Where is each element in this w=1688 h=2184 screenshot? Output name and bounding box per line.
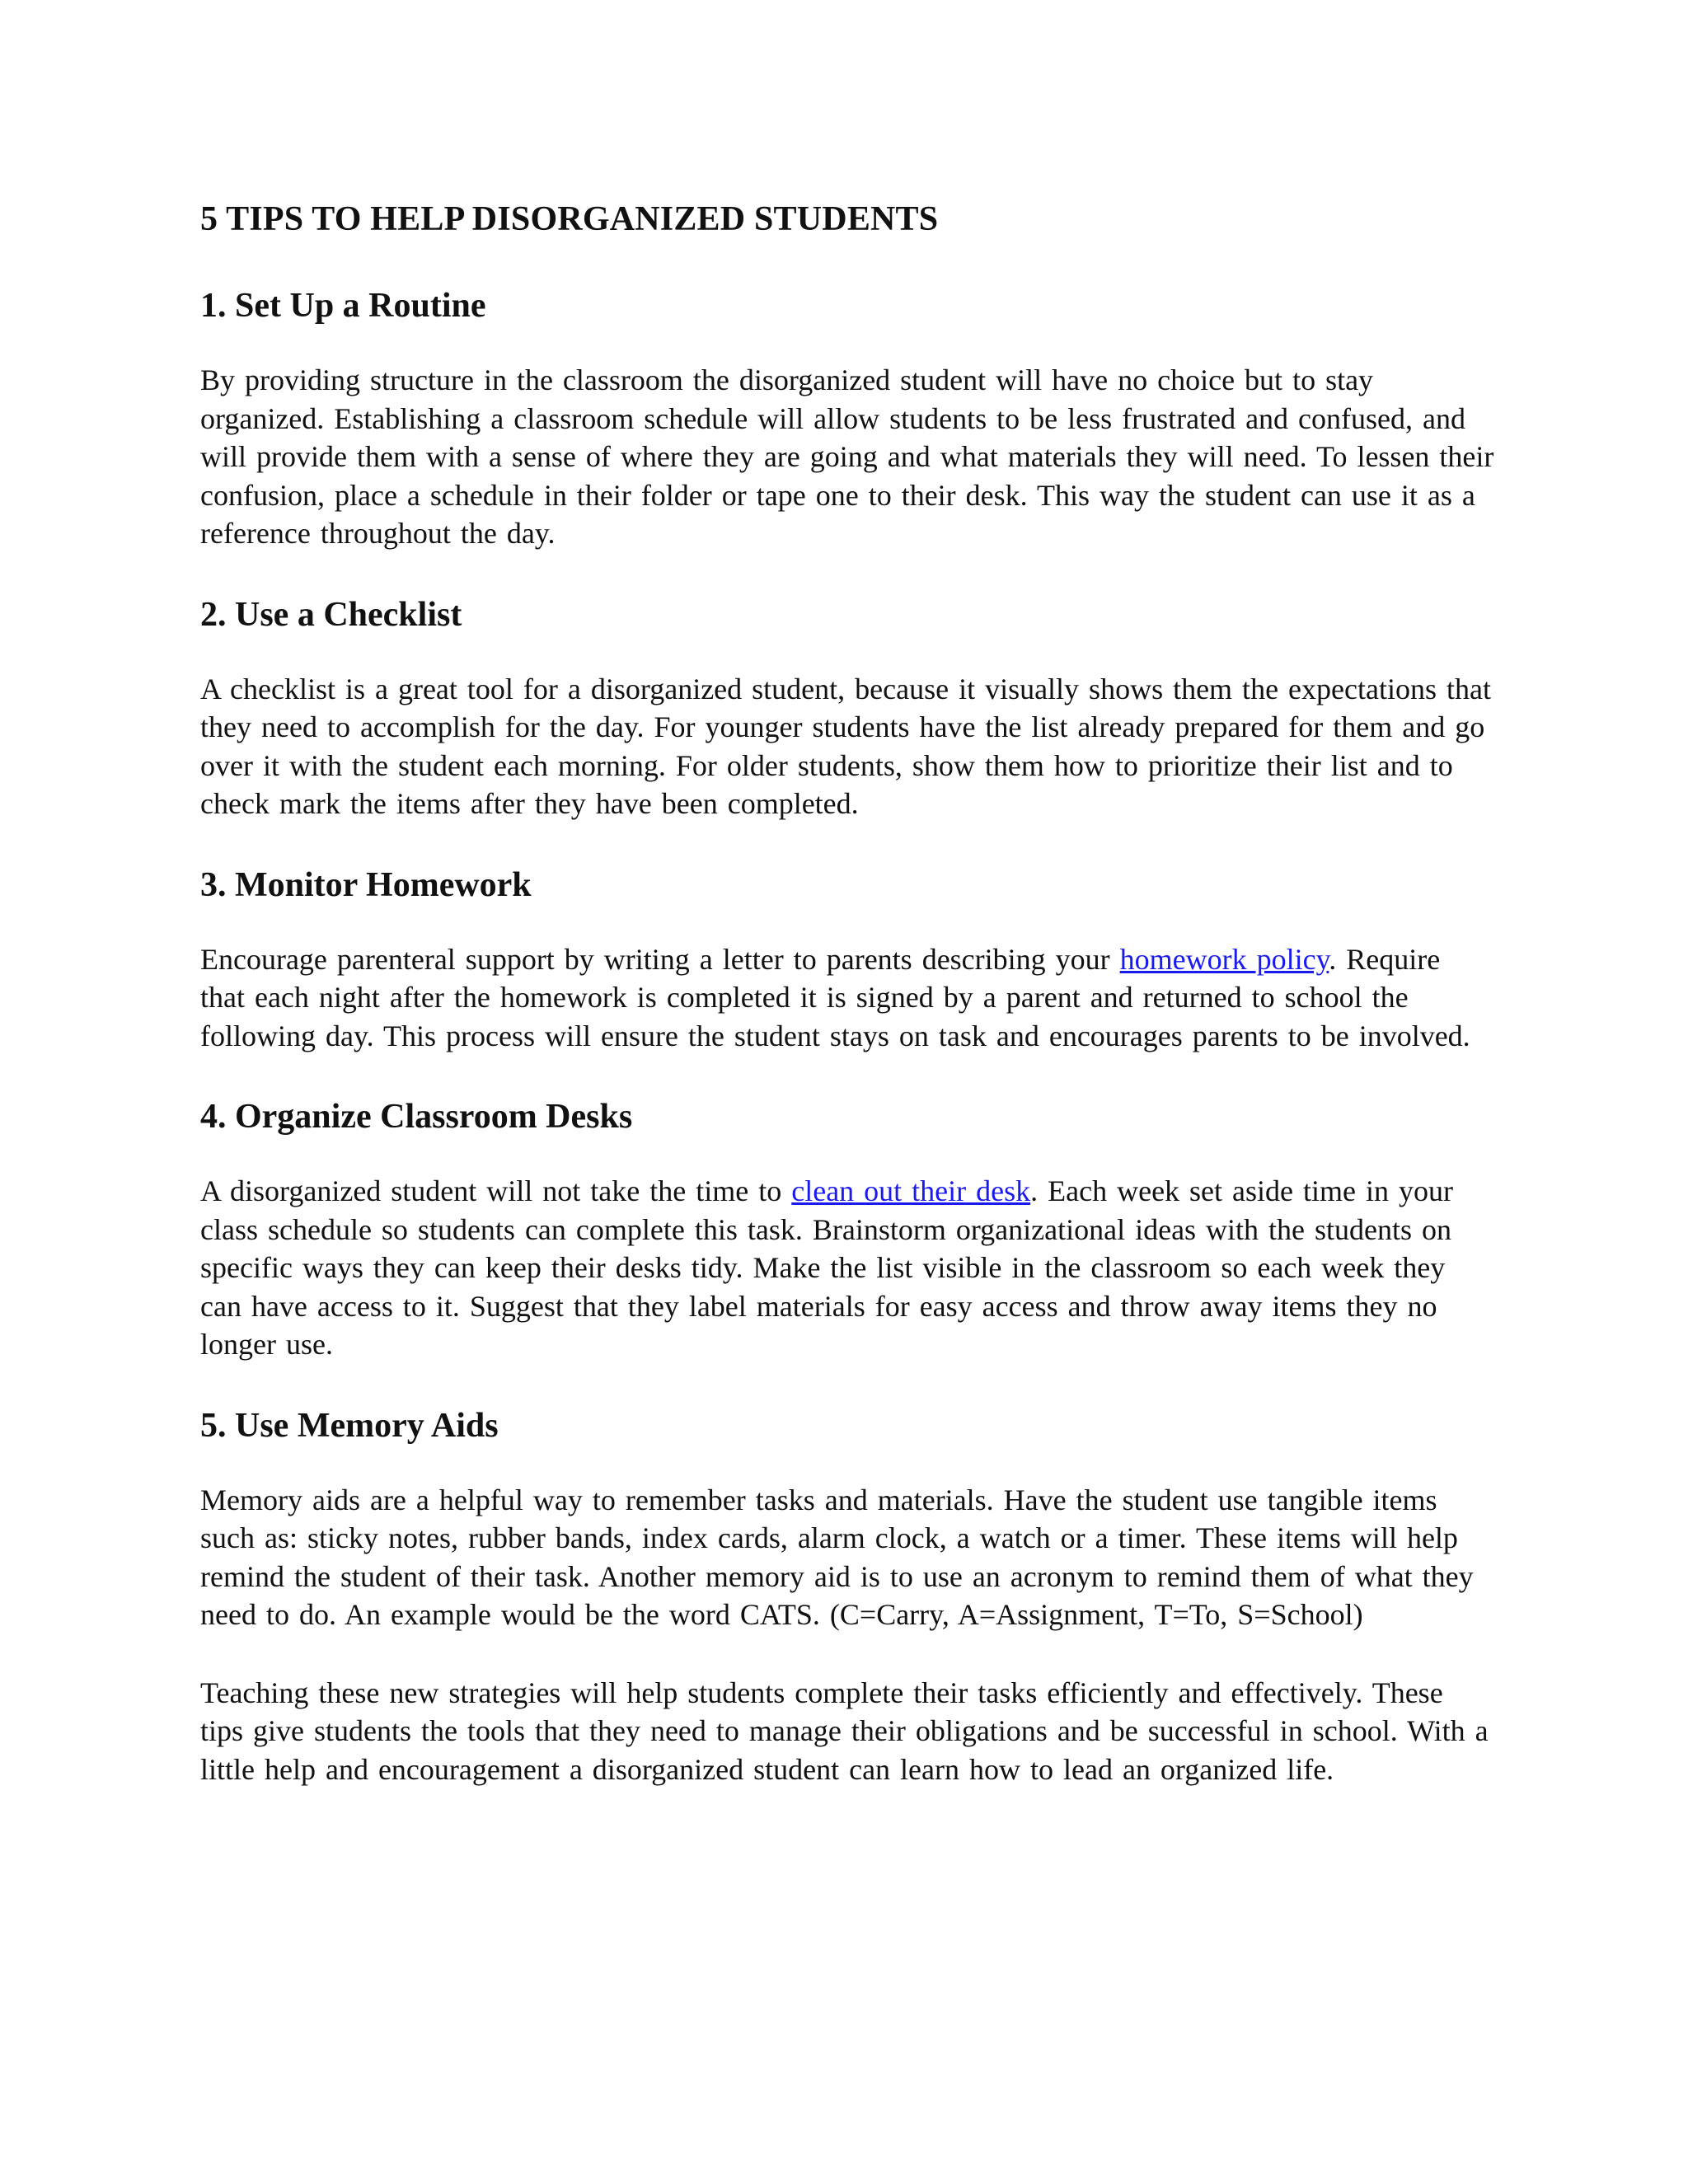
body-text-before-link: Encourage parenteral support by writing a letter to parents describing your xyxy=(200,942,1120,976)
section-body-routine: By providing structure in the classroom the disorganized student will have no choice but to stay organized. Establishing a classroom schedule will allow students to be less frustrated and confused, and will provide them with a sense of where they are going and what materials they will need. To lessen their confusion, place a schedule in their folder or tape one to their desk. This way the student can use it as a reference throughout the day. xyxy=(200,363,1494,550)
homework-policy-link[interactable]: homework policy xyxy=(1119,942,1329,976)
document-title: 5 TIPS TO HELP DISORGANIZED STUDENTS xyxy=(200,200,939,238)
section-heading-routine: 1. Set Up a Routine xyxy=(200,287,486,325)
section-body-checklist: A checklist is a great tool for a disorganized student, because it visually shows them the expectations that they need to accomplish for the day. For younger students have the list already prepared for them and go over it with the student each morning. For older students, show them how to prioritize their list and to check mark the items after they have been completed. xyxy=(200,672,1491,820)
section-heading-desks: 4. Organize Classroom Desks xyxy=(200,1098,633,1136)
section-heading-checklist: 2. Use a Checklist xyxy=(200,595,462,634)
body-text-after-link: . Require that each night after the homework is completed it is signed by a parent and returned to school the following day. This process will ensure the student stays on task and encourages parents to be involved. xyxy=(200,942,1470,1052)
conclusion-paragraph: Teaching these new strategies will help students complete their tasks efficiently and effectively. These tips give students the tools that they need to manage their obligations and be successful in school. With a little help and encouragement a disorganized student can learn how to lead an organized life. xyxy=(200,1675,1489,1786)
section-heading-memory-aids: 5. Use Memory Aids xyxy=(200,1406,499,1445)
body-text-before-link: A disorganized student will not take the time to xyxy=(200,1174,792,1207)
section-body-desks xyxy=(200,1172,1494,1364)
body-text-after-link: . Each week set aside time in your class schedule so students can complete this task. Brainstorm organizational ideas with the students on specific ways they can keep their desks tidy. Make the list visible in the classroom so each week they can have access to it. Suggest that they label materials for easy access and throw away items they no longer use. xyxy=(200,1174,1453,1361)
section-body-memory-aids: Memory aids are a helpful way to remember tasks and materials. Have the student use tangible items such as: sticky notes, rubber bands, index cards, alarm clock, a watch or a timer. These items will help remind the student of their task. Another memory aid is to use an acronym to remind them of what they need to do. An example would be the word CATS. (C=Carry, A=Assignment, T=To, S=School) xyxy=(200,1483,1474,1631)
clean-out-desk-link[interactable]: clean out their desk xyxy=(791,1174,1031,1207)
document-page xyxy=(200,194,1494,1828)
section-heading-homework: 3. Monitor Homework xyxy=(200,865,532,904)
section-body-homework xyxy=(200,940,1494,1056)
